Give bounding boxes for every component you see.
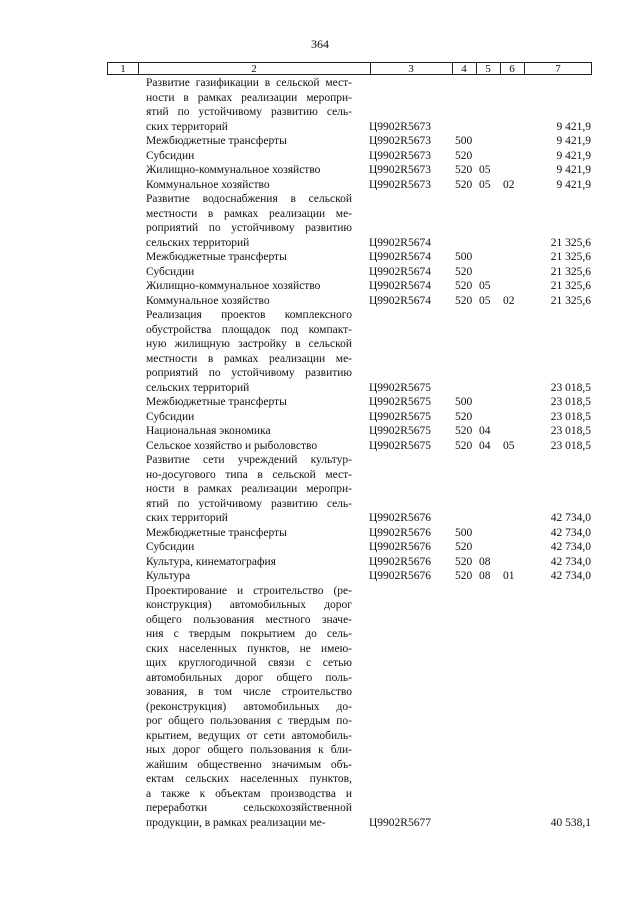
row-name-line: Жилищно-коммунальное хозяйство xyxy=(146,164,321,176)
row-name xyxy=(146,279,352,294)
row-code: Ц9902R5676 xyxy=(369,570,431,582)
row-name-line: жайшим общественно значимым объ- xyxy=(146,758,352,771)
row-name xyxy=(146,424,352,439)
row-name-line: продукции, в рамках реализации ме- xyxy=(146,816,326,829)
row-code: Ц9902R5674 xyxy=(369,294,431,307)
table-row xyxy=(0,569,640,584)
row-name xyxy=(146,163,352,178)
row-name xyxy=(146,308,352,395)
row-name-line: ских населенных пунктов, не имею- xyxy=(146,642,352,655)
row-vr: 520 xyxy=(455,439,473,452)
table-row xyxy=(0,308,640,395)
row-rz: 04 xyxy=(479,439,491,452)
table-row xyxy=(0,584,640,831)
page-number: 364 xyxy=(311,37,329,51)
row-name-line: Межбюджетные трансферты xyxy=(146,526,287,539)
row-code: Ц9902R5675 xyxy=(369,381,431,394)
row-name-line: ских территорий xyxy=(146,120,228,133)
row-amount: 21 325,6 xyxy=(550,251,591,263)
row-name-line: местности в рамках реализации ме- xyxy=(146,207,352,220)
row-name-line: (реконструкция) автомобильных до- xyxy=(146,700,352,713)
row-name-line: Культура xyxy=(146,570,191,582)
row-name xyxy=(146,192,352,250)
row-name-line: а также к объектам производства и xyxy=(146,787,352,800)
table-header xyxy=(107,62,592,75)
row-vr: 520 xyxy=(455,410,473,423)
row-name xyxy=(146,294,352,309)
table-row xyxy=(0,149,640,164)
row-name-line: Межбюджетные трансферты xyxy=(146,396,287,408)
row-name xyxy=(146,555,352,570)
row-rz: 08 xyxy=(479,555,491,568)
row-name-line: ности в рамках реализации меропри- xyxy=(146,483,352,495)
table-row xyxy=(0,540,640,555)
row-pr: 02 xyxy=(503,178,515,191)
row-amount: 23 018,5 xyxy=(550,410,591,423)
table-row xyxy=(0,439,640,454)
row-code: Ц9902R5673 xyxy=(369,120,431,133)
row-name-line: Субсидии xyxy=(146,410,195,423)
table-row xyxy=(0,555,640,570)
row-vr: 520 xyxy=(455,265,473,278)
row-rz: 05 xyxy=(479,280,491,292)
row-name-line: Развитие газификации в сельской мест- xyxy=(146,77,352,89)
header-col-2: 2 xyxy=(251,63,257,75)
row-rz: 08 xyxy=(479,570,491,582)
header-col-7: 7 xyxy=(555,63,561,75)
row-name-line: Культура, кинематография xyxy=(146,555,276,568)
row-name xyxy=(146,410,352,425)
row-name-line: сельских территорий xyxy=(146,236,250,249)
table-row xyxy=(0,294,640,309)
row-name-line: но-досугового типа в сельской мест- xyxy=(146,468,352,481)
row-name-line: ятий по устойчивому развитию сель- xyxy=(146,106,352,118)
row-code: Ц9902R5675 xyxy=(369,396,431,408)
row-code: Ц9902R5677 xyxy=(369,816,431,829)
row-code: Ц9902R5674 xyxy=(369,265,431,278)
row-vr: 520 xyxy=(455,280,473,292)
row-amount: 42 734,0 xyxy=(550,512,591,524)
row-name-line: зования, в том числе строительство xyxy=(146,686,352,698)
row-name-line: местности в рамках реализации ме- xyxy=(146,352,352,365)
row-rz: 05 xyxy=(479,164,491,176)
table-row xyxy=(0,410,640,425)
row-name-line: роприятий по устойчивому развитию xyxy=(146,222,352,234)
header-col-6: 6 xyxy=(509,63,515,75)
row-name-line: Субсидии xyxy=(146,149,195,162)
row-vr: 520 xyxy=(455,294,473,307)
row-name-line: Субсидии xyxy=(146,265,195,278)
row-code: Ц9902R5676 xyxy=(369,541,431,553)
row-amount: 9 421,9 xyxy=(556,149,591,162)
row-amount: 21 325,6 xyxy=(550,294,591,307)
row-name-line: ятий по устойчивому развитию сель- xyxy=(146,497,352,510)
row-amount: 23 018,5 xyxy=(550,425,591,437)
row-name-line: ных дорог общего пользования к бли- xyxy=(146,744,352,756)
row-amount: 40 538,1 xyxy=(550,816,591,829)
row-name-line: Коммунальное хозяйство xyxy=(146,178,270,191)
row-amount: 42 734,0 xyxy=(550,541,591,553)
row-name xyxy=(146,178,352,193)
row-code: Ц9902R5674 xyxy=(369,251,431,263)
row-code: Ц9902R5676 xyxy=(369,555,431,568)
row-pr: 02 xyxy=(503,294,515,307)
row-code: Ц9902R5674 xyxy=(369,280,431,292)
row-rz: 05 xyxy=(479,178,491,191)
row-name xyxy=(146,149,352,164)
row-name xyxy=(146,569,352,584)
row-name xyxy=(146,439,352,454)
table-row xyxy=(0,395,640,410)
table-row xyxy=(0,424,640,439)
row-vr: 520 xyxy=(455,178,473,191)
row-vr: 520 xyxy=(455,425,473,437)
row-name xyxy=(146,540,352,555)
row-name-line: автомобильных дорог общего поль- xyxy=(146,671,352,684)
row-amount: 23 018,5 xyxy=(550,439,591,452)
table-row xyxy=(0,134,640,149)
row-vr: 500 xyxy=(455,135,473,147)
row-name-line: Развитие водоснабжения в сельской xyxy=(146,193,352,205)
header-col-4: 4 xyxy=(461,63,467,75)
row-vr: 500 xyxy=(455,251,473,263)
header-col-1: 1 xyxy=(120,63,126,75)
row-name-line: Жилищно-коммунальное хозяйство xyxy=(146,280,321,292)
row-vr: 520 xyxy=(455,541,473,553)
row-name-line: Коммунальное хозяйство xyxy=(146,294,270,307)
row-name-line: рог общего пользования с твердым по- xyxy=(146,715,352,727)
row-code: Ц9902R5673 xyxy=(369,135,431,147)
row-name-line: ектам сельских населенных пунктов, xyxy=(146,773,352,785)
row-amount: 9 421,9 xyxy=(556,120,591,133)
row-name-line: щих круглогодичной связи с сетью xyxy=(146,657,352,669)
row-name-line: Сельское хозяйство и рыболовство xyxy=(146,439,318,452)
row-name-line: ную жилищную застройку в сельской xyxy=(146,338,352,350)
row-name xyxy=(146,395,352,410)
row-name-line: Проектирование и строительство (ре- xyxy=(146,584,352,597)
row-code: Ц9902R5676 xyxy=(369,512,431,524)
row-code: Ц9902R5673 xyxy=(369,164,431,176)
table-row xyxy=(0,163,640,178)
row-amount: 42 734,0 xyxy=(550,555,591,568)
row-name-line: Межбюджетные трансферты xyxy=(146,251,287,263)
row-name-line: ности в рамках реализации меропри- xyxy=(146,91,352,104)
row-code: Ц9902R5673 xyxy=(369,178,431,191)
row-name-line: конструкция) автомобильных дорог xyxy=(146,599,352,611)
table-row xyxy=(0,453,640,526)
row-amount: 9 421,9 xyxy=(556,178,591,191)
row-name xyxy=(146,453,352,526)
header-col-3: 3 xyxy=(408,63,414,75)
row-rz: 04 xyxy=(479,425,491,437)
row-name-line: роприятий по устойчивому развитию xyxy=(146,367,352,379)
row-code: Ц9902R5674 xyxy=(369,236,431,249)
row-name-line: обустройства площадок под компакт- xyxy=(146,323,352,336)
row-amount: 21 325,6 xyxy=(550,280,591,292)
row-name-line: крытием, ведущих от сети автомобиль- xyxy=(146,729,352,742)
table-row xyxy=(0,526,640,541)
row-name xyxy=(146,526,352,541)
row-vr: 520 xyxy=(455,149,473,162)
row-vr: 520 xyxy=(455,164,473,176)
row-amount: 42 734,0 xyxy=(550,526,591,539)
header-col-5: 5 xyxy=(485,63,491,75)
row-name xyxy=(146,134,352,149)
row-name-line: Национальная экономика xyxy=(146,425,271,437)
row-name-line: переработки сельскохозяйственной xyxy=(146,802,352,814)
row-name-line: Межбюджетные трансферты xyxy=(146,135,287,147)
row-pr: 05 xyxy=(503,439,515,452)
row-name xyxy=(146,584,352,831)
row-rz: 05 xyxy=(479,294,491,307)
table-row xyxy=(0,178,640,193)
table-row xyxy=(0,76,640,134)
row-code: Ц9902R5675 xyxy=(369,425,431,437)
row-name-line: ских территорий xyxy=(146,512,228,524)
row-vr: 520 xyxy=(455,555,473,568)
row-amount: 42 734,0 xyxy=(550,570,591,582)
table-row xyxy=(0,192,640,250)
row-amount: 23 018,5 xyxy=(550,381,591,394)
row-name-line: общего пользования местного значе- xyxy=(146,613,352,626)
row-code: Ц9902R5676 xyxy=(369,526,431,539)
row-vr: 500 xyxy=(455,526,473,539)
row-code: Ц9902R5675 xyxy=(369,410,431,423)
row-name-line: Субсидии xyxy=(146,541,195,553)
row-amount: 23 018,5 xyxy=(550,396,591,408)
row-amount: 9 421,9 xyxy=(556,135,591,147)
row-code: Ц9902R5673 xyxy=(369,149,431,162)
row-pr: 01 xyxy=(503,570,515,582)
row-amount: 21 325,6 xyxy=(550,236,591,249)
row-name-line: ния с твердым покрытием до сель- xyxy=(146,628,352,640)
table-row xyxy=(0,279,640,294)
row-name-line: сельских территорий xyxy=(146,381,250,394)
row-name xyxy=(146,265,352,280)
row-name xyxy=(146,250,352,265)
table-row xyxy=(0,265,640,280)
row-amount: 21 325,6 xyxy=(550,265,591,278)
row-name-line: Развитие сети учреждений культур- xyxy=(146,454,352,466)
row-vr: 500 xyxy=(455,396,473,408)
table-row xyxy=(0,250,640,265)
row-amount: 9 421,9 xyxy=(556,164,591,176)
row-name-line: Реализация проектов комплексного xyxy=(146,309,352,321)
row-code: Ц9902R5675 xyxy=(369,439,431,452)
row-vr: 520 xyxy=(455,570,473,582)
row-name xyxy=(146,76,352,134)
